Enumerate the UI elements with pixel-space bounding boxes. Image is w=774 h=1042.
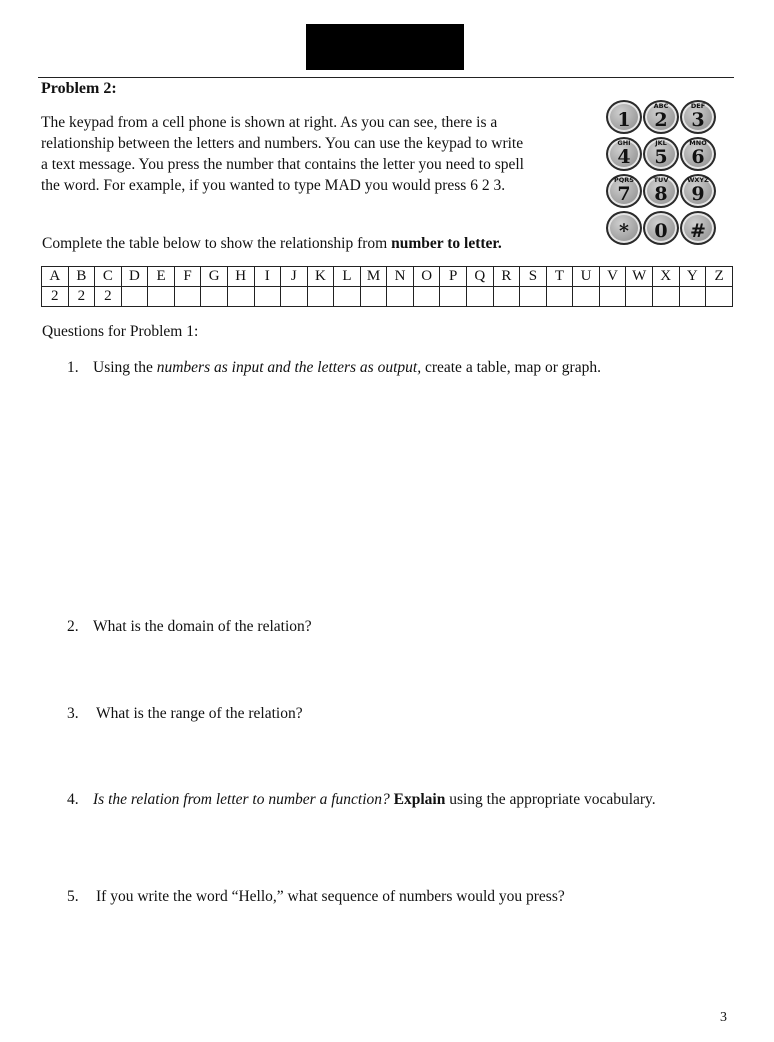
key-digit: 0 [654, 220, 668, 242]
number-cell[interactable]: 2 [68, 287, 95, 307]
question-number: 5. [67, 888, 79, 905]
question-number: 1. [67, 359, 79, 376]
intro-line: a text message. You press the number that contains the letter you need to spell [41, 156, 524, 173]
number-cell[interactable] [440, 287, 467, 307]
instruction-bold: number to letter. [391, 235, 502, 252]
letter-cell: O [413, 267, 440, 287]
number-cell[interactable] [334, 287, 361, 307]
question-text: What is the domain of the relation? [93, 618, 312, 635]
keypad-key-6 [680, 137, 716, 171]
page-number: 3 [720, 1010, 727, 1025]
number-cell[interactable] [254, 287, 281, 307]
keypad-key-7 [606, 174, 642, 208]
question-2 [67, 618, 312, 636]
questions-title: Questions for Problem 1: [42, 323, 199, 340]
key-letters: GHI [617, 139, 631, 147]
number-cell[interactable]: 2 [95, 287, 122, 307]
keypad-key-3 [680, 100, 716, 134]
keypad-key-5 [643, 137, 679, 171]
letter-cell: E [148, 267, 175, 287]
key-letters: DEF [690, 102, 706, 110]
key-digit: 3 [691, 109, 705, 131]
header-rule [38, 77, 734, 78]
key-digit: 4 [617, 146, 631, 168]
intro-paragraph [41, 112, 601, 196]
letter-cell: F [174, 267, 201, 287]
problem-title: Problem 2: [41, 80, 117, 97]
letter-cell: N [387, 267, 414, 287]
keypad-key-star [606, 211, 642, 245]
letter-cell: P [440, 267, 467, 287]
question-text: create a table, map or graph. [421, 359, 601, 376]
question-text: If you write the word “Hello,” what sequence of numbers would you press? [96, 888, 565, 905]
numbers-row [42, 287, 733, 307]
letter-cell: G [201, 267, 228, 287]
key-digit: 9 [691, 183, 705, 205]
keypad-key-9 [680, 174, 716, 208]
key-letters: MNO [689, 139, 707, 147]
letter-cell: Y [679, 267, 706, 287]
number-cell[interactable] [546, 287, 573, 307]
letter-cell: V [599, 267, 626, 287]
intro-line: The keypad from a cell phone is shown at right. As you can see, there is a [41, 114, 498, 131]
keypad-key-1 [606, 100, 642, 134]
letter-cell: B [68, 267, 95, 287]
number-cell[interactable] [413, 287, 440, 307]
letter-cell: X [652, 267, 679, 287]
letter-cell: D [121, 267, 148, 287]
letter-number-table [41, 266, 733, 307]
number-cell[interactable] [227, 287, 254, 307]
letter-cell: Z [706, 267, 733, 287]
number-cell[interactable] [493, 287, 520, 307]
instruction-text: Complete the table below to show the relationship from [42, 235, 392, 252]
number-cell[interactable] [387, 287, 414, 307]
question-text-italic: numbers as input and the letters as output, [156, 359, 422, 376]
redaction-block [306, 24, 464, 70]
question-text: Using the [93, 359, 157, 376]
number-cell[interactable] [706, 287, 733, 307]
question-3 [67, 705, 303, 723]
keypad-key-8 [643, 174, 679, 208]
number-cell[interactable] [626, 287, 653, 307]
letters-row [42, 267, 733, 287]
letter-cell: M [360, 267, 387, 287]
keypad-key-hash [680, 211, 716, 245]
number-cell[interactable] [281, 287, 308, 307]
letter-cell: W [626, 267, 653, 287]
letter-cell: J [281, 267, 308, 287]
key-digit: 7 [617, 183, 631, 205]
number-cell[interactable] [360, 287, 387, 307]
key-letters: PQRS [614, 176, 634, 184]
letter-cell: T [546, 267, 573, 287]
key-digit: 1 [617, 109, 631, 131]
intro-line: the word. For example, if you wanted to type MAD you would press 6 2 3. [41, 177, 506, 194]
key-letters: ABC [653, 102, 669, 110]
phone-keypad-image [604, 98, 716, 246]
number-cell[interactable] [652, 287, 679, 307]
key-letters: JKL [655, 139, 667, 147]
key-digit: * [619, 220, 629, 242]
letter-cell: S [520, 267, 547, 287]
letter-cell: H [227, 267, 254, 287]
number-cell[interactable] [520, 287, 547, 307]
question-number: 2. [67, 618, 79, 635]
key-digit: # [690, 220, 706, 242]
keypad-key-4 [606, 137, 642, 171]
number-cell[interactable] [679, 287, 706, 307]
keypad-key-2 [643, 100, 679, 134]
letter-cell: I [254, 267, 281, 287]
letter-cell: K [307, 267, 334, 287]
question-text-bold: Explain [389, 791, 446, 808]
question-text: What is the range of the relation? [96, 705, 303, 722]
intro-line: relationship between the letters and numbers. You can use the keypad to write [41, 135, 524, 152]
keypad-key-0 [643, 211, 679, 245]
key-digit: 2 [654, 109, 668, 131]
letter-cell: A [42, 267, 69, 287]
key-digit: 5 [654, 146, 668, 168]
number-cell[interactable] [467, 287, 494, 307]
number-cell[interactable] [148, 287, 175, 307]
key-digit: 8 [654, 183, 668, 205]
table-instruction [42, 235, 502, 253]
letter-cell: Q [467, 267, 494, 287]
number-cell[interactable] [201, 287, 228, 307]
number-cell[interactable] [174, 287, 201, 307]
number-cell[interactable] [121, 287, 148, 307]
number-cell[interactable] [573, 287, 600, 307]
question-text: using the appropriate vocabulary. [445, 791, 656, 808]
question-4 [67, 791, 656, 809]
question-number: 3. [67, 705, 79, 722]
question-text-italic: Is the relation from letter to number a function? [93, 791, 390, 808]
number-cell[interactable] [599, 287, 626, 307]
letter-cell: R [493, 267, 520, 287]
question-number: 4. [67, 791, 79, 808]
key-letters: TUV [653, 176, 669, 184]
letter-cell: C [95, 267, 122, 287]
key-digit: 6 [691, 146, 705, 168]
question-1 [67, 359, 601, 377]
number-cell[interactable]: 2 [42, 287, 69, 307]
key-letters: WXYZ [687, 176, 709, 184]
question-5 [67, 888, 565, 906]
letter-cell: U [573, 267, 600, 287]
letter-cell: L [334, 267, 361, 287]
number-cell[interactable] [307, 287, 334, 307]
